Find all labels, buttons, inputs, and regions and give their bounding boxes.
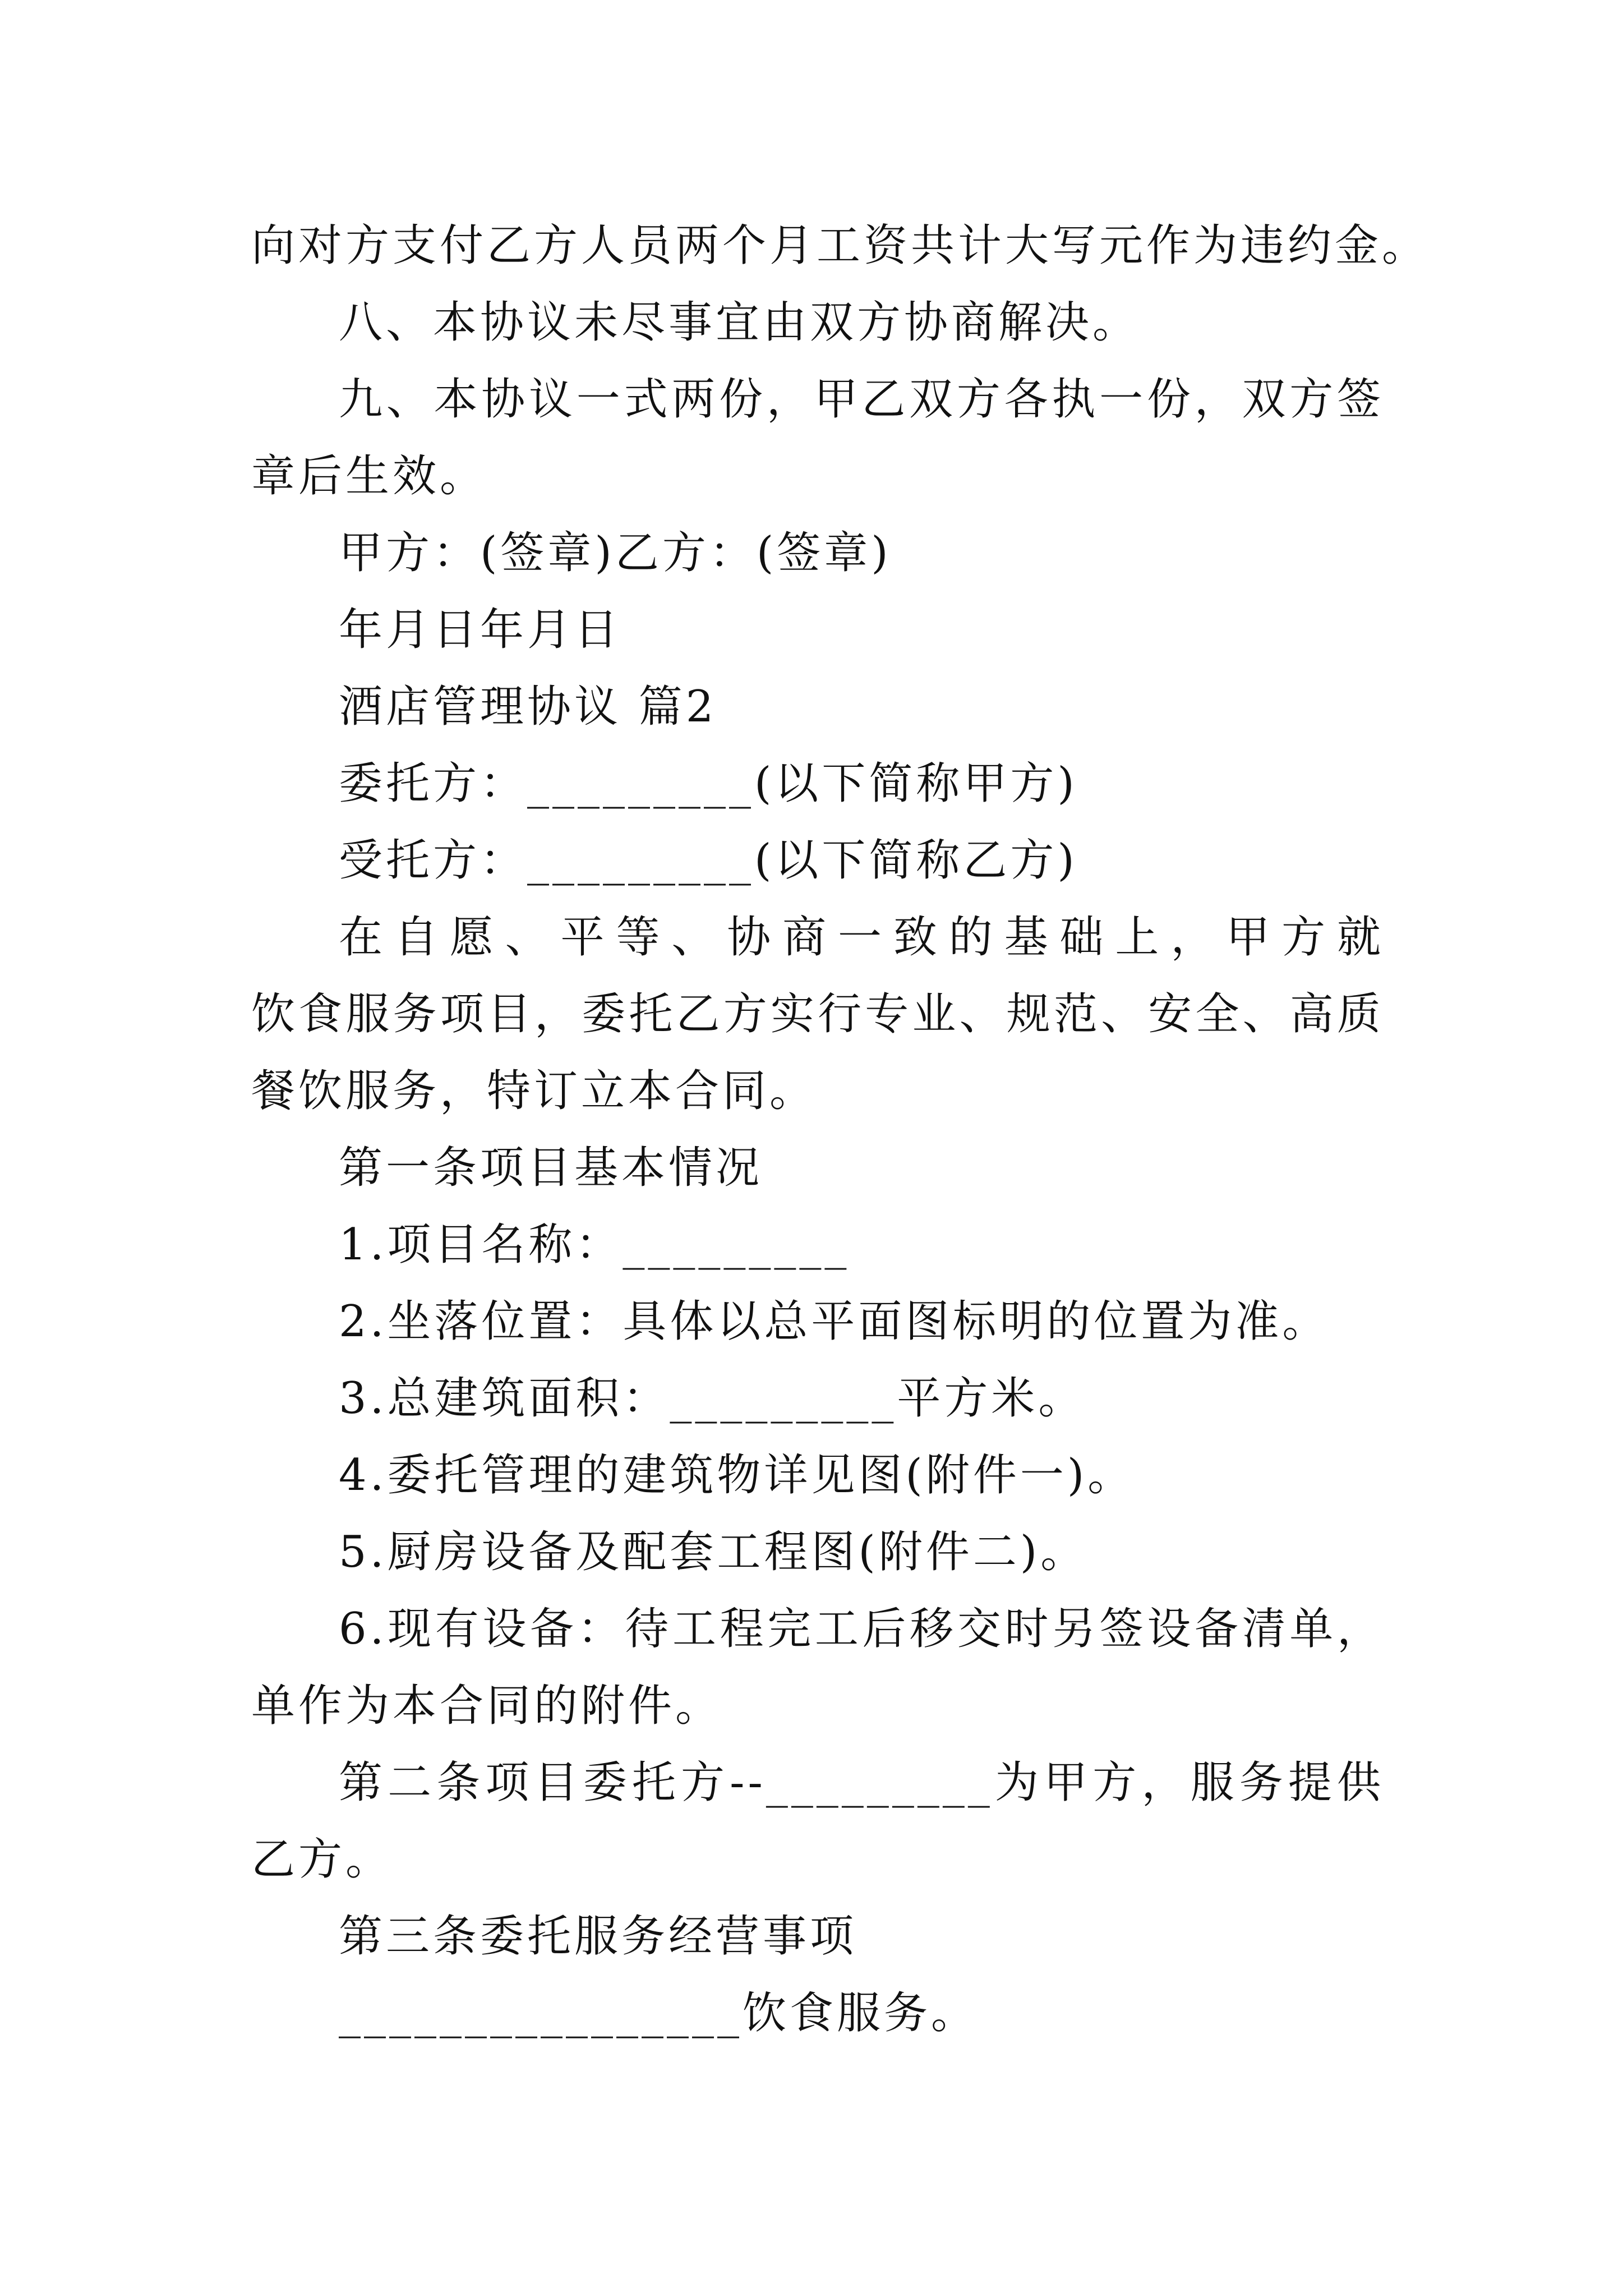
paragraph-line: 九、本协议一式两份，甲乙双方各执一份，双方签 bbox=[339, 374, 1384, 425]
list-item: 1.项目名称：_________ bbox=[339, 1220, 850, 1270]
paragraph-line: ________________饮食服务。 bbox=[339, 1988, 979, 2039]
list-item: 4.委托管理的建筑物详见图(附件一)。 bbox=[339, 1450, 1135, 1501]
paragraph-line: 受托方：_________(以下简称乙方) bbox=[339, 835, 1078, 886]
signature-line: 甲方：(签章)乙方：(签章) bbox=[339, 528, 892, 578]
paragraph-line: 章后生效。 bbox=[251, 451, 487, 501]
clause-heading: 第二条项目委托方--_________为甲方，服务提供 bbox=[339, 1757, 1384, 1808]
paragraph-line: 饮食服务项目，委托乙方实行专业、规范、安全、高质 bbox=[251, 989, 1384, 1039]
date-line: 年月日年月日 bbox=[339, 605, 622, 655]
paragraph-line: 餐饮服务，特订立本合同。 bbox=[251, 1066, 817, 1116]
paragraph-line: 单作为本合同的附件。 bbox=[251, 1681, 723, 1731]
list-item: 3.总建筑面积：_________平方米。 bbox=[339, 1373, 1086, 1424]
list-item: 2.坐落位置：具体以总平面图标明的位置为准。 bbox=[339, 1296, 1330, 1347]
paragraph-line: 八、本协议未尽事宜由双方协商解决。 bbox=[339, 297, 1140, 348]
paragraph-line: 乙方。 bbox=[251, 1834, 393, 1885]
list-item: 5.厨房设备及配套工程图(附件二)。 bbox=[339, 1527, 1088, 1577]
list-item: 6.现有设备：待工程完工后移交时另签设备清单， bbox=[339, 1604, 1384, 1654]
paragraph-line: 向对方支付乙方人员两个月工资共计大写元作为违约金。 bbox=[251, 220, 1430, 271]
clause-heading: 第三条委托服务经营事项 bbox=[339, 1911, 857, 1962]
section-title: 酒店管理协议 篇2 bbox=[339, 682, 717, 732]
paragraph-line: 委托方：_________(以下简称甲方) bbox=[339, 758, 1078, 809]
clause-heading: 第一条项目基本情况 bbox=[339, 1143, 763, 1193]
paragraph-line: 在自愿、平等、协商一致的基础上，甲方就 bbox=[339, 912, 1384, 963]
